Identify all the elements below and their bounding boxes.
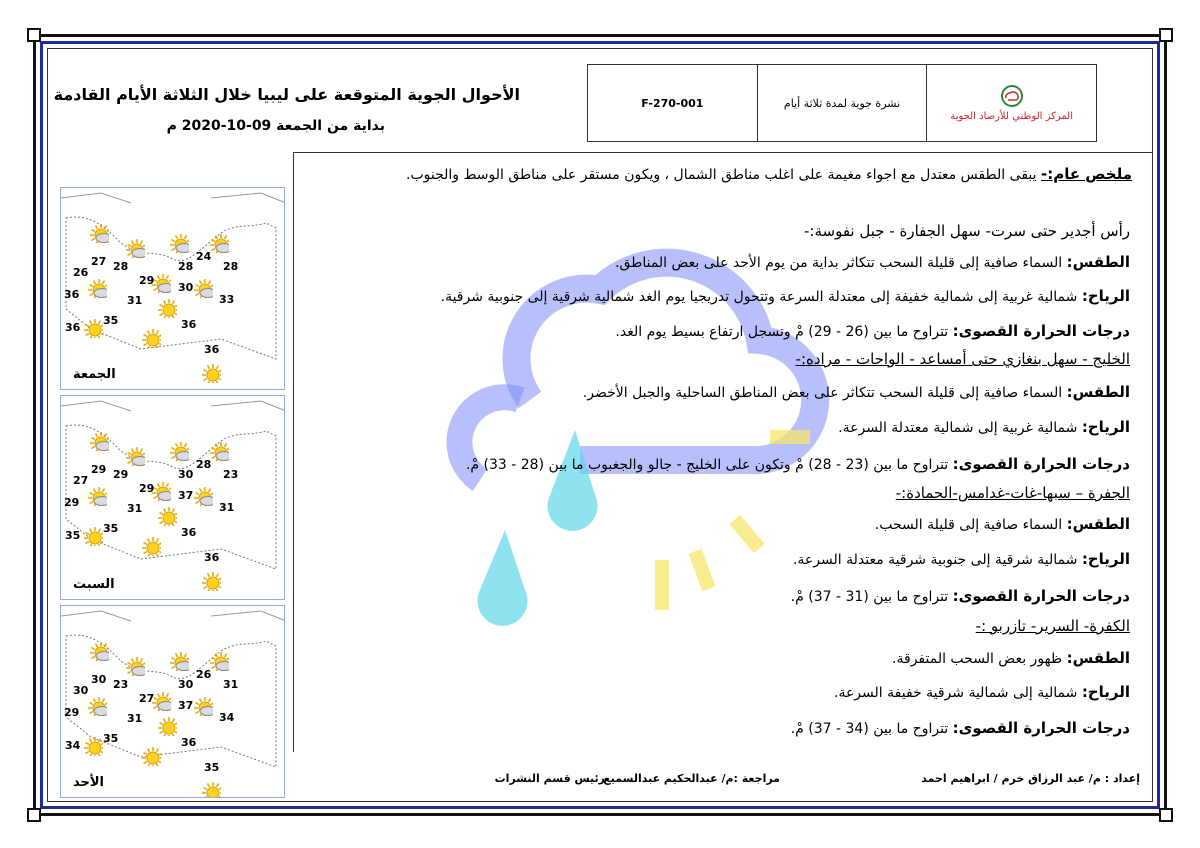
frame-corner [27, 808, 41, 822]
temperature-value: 30 [91, 673, 107, 686]
temp-text: تتراوح ما بين (34 - 37) مْ. [790, 721, 953, 737]
weather-line [892, 649, 1130, 667]
region-title [896, 484, 1130, 502]
temp-line [791, 587, 1130, 605]
center-name: المركز الوطني للأرصاد الجوية [950, 110, 1074, 122]
temperature-value: 34 [65, 739, 81, 752]
weather-text: السماء صافية إلى قليلة السحب. [874, 517, 1067, 533]
temperature-value: 26 [196, 668, 212, 681]
sun-cloud-icon [193, 486, 213, 506]
temp-label: درجات الحرارة القصوى: [952, 587, 1130, 605]
forecast-map-sunday [60, 605, 285, 798]
footer-prepared: إعداد : م/ عبد الرزاق خرم / ابراهيم احمد [921, 772, 1140, 785]
sun-cloud-icon [209, 441, 229, 461]
summary-text: يبقى الطقس معتدل مع اجواء مغيمة على اغلب مناطق الشمال ، ويكون مستقر على مناطق الوسط والجنوب. [406, 167, 1041, 183]
weather-label: الطقس: [1066, 383, 1130, 401]
center-logo-icon [1001, 85, 1023, 107]
wind-text: شمالية شرقية إلى جنوبية شرقية معتدلة السرعة. [792, 552, 1082, 568]
map-day-label: الأحد [73, 775, 105, 790]
sun-icon [157, 298, 177, 318]
temperature-value: 30 [178, 468, 194, 481]
sun-icon [201, 363, 221, 383]
temperature-value: 31 [219, 501, 235, 514]
temperature-value: 23 [113, 678, 129, 691]
sun-cloud-icon [169, 651, 189, 671]
wind-text: شمالية إلى شمالية شرقية خفيفة السرعة. [834, 685, 1082, 701]
sun-cloud-icon [209, 233, 229, 253]
sun-icon [141, 536, 161, 556]
sun-icon [201, 781, 221, 798]
weather-text: ظهور بعض السحب المتفرقة. [892, 651, 1067, 667]
sun-icon [157, 506, 177, 526]
summary-line [406, 165, 1132, 183]
temperature-value: 27 [139, 692, 155, 705]
temperature-value: 35 [103, 314, 119, 327]
weather-label: الطقس: [1066, 515, 1130, 533]
temperature-value: 29 [139, 274, 155, 287]
bulletin-name: نشرة جوية لمدة ثلاثة أيام [757, 65, 927, 141]
temperature-value: 36 [181, 736, 197, 749]
map-day-label: الجمعة [73, 367, 116, 382]
temp-label: درجات الحرارة القصوى: [952, 322, 1130, 340]
temperature-value: 36 [204, 551, 220, 564]
sun-cloud-icon [209, 651, 229, 671]
wind-line [834, 683, 1130, 701]
temp-text: تتراوح ما بين (31 - 37) مْ. [790, 589, 953, 605]
temp-text: تتراوح ما بين (26 - 29) مْ وتسجل ارتفاع بسيط يوم الغد. [615, 324, 953, 340]
temperature-value: 35 [65, 529, 81, 542]
sun-icon [83, 736, 103, 756]
temperature-value: 35 [204, 761, 220, 774]
sun-cloud-icon [193, 278, 213, 298]
temp-text: تتراوح ما بين (23 - 28) مْ وتكون على الخليج - جالو والجغبوب ما بين (28 - 33) مْ. [465, 457, 953, 473]
temperature-value: 30 [73, 684, 89, 697]
temperature-value: 29 [64, 496, 80, 509]
region-title [976, 617, 1130, 635]
wind-text: شمالية غربية إلى شمالية خفيفة إلى معتدلة السرعة وتتحول تدريجيا يوم الغد شمالية شرقية إلى جنوبية شرقية. [440, 289, 1082, 305]
temperature-value: 29 [139, 482, 155, 495]
region-1-title: رأس أجدير حتى سرت- سهل الجفارة - جبل نفوسة:- [804, 222, 1130, 240]
temperature-value: 31 [223, 678, 239, 691]
sun-cloud-icon [89, 431, 109, 451]
sun-cloud-icon [87, 486, 107, 506]
weather-line [615, 253, 1130, 271]
temperature-value: 26 [73, 266, 89, 279]
sun-icon [141, 746, 161, 766]
sun-cloud-icon [125, 238, 145, 258]
region-title [796, 350, 1130, 368]
temperature-value: 35 [103, 732, 119, 745]
summary-label: ملخص عام:- [1040, 165, 1132, 183]
wind-label: الرياح: [1081, 418, 1130, 436]
temperature-value: 31 [127, 502, 143, 515]
temp-label: درجات الحرارة القصوى: [952, 719, 1130, 737]
center-logo-cell [926, 65, 1096, 141]
wind-line [441, 287, 1130, 305]
sun-cloud-icon [193, 696, 213, 716]
sun-icon [83, 318, 103, 338]
temperature-value: 33 [219, 293, 235, 306]
sun-cloud-icon [169, 233, 189, 253]
temperature-value: 36 [204, 343, 220, 356]
temperature-value: 37 [178, 699, 194, 712]
weather-text: السماء صافية إلى قليلة السحب تتكاثر على بعض المناطق الساحلية والجبل الأخضر. [582, 385, 1067, 401]
sun-icon [141, 328, 161, 348]
temp-line [615, 322, 1130, 340]
frame-corner [1159, 808, 1173, 822]
sun-cloud-icon [87, 278, 107, 298]
weather-text: السماء صافية إلى قليلة السحب تتكاثر بداية من يوم الأحد على بعض المناطق. [615, 255, 1067, 271]
temperature-value: 36 [181, 318, 197, 331]
footer-reviewed: مراجعة :م/ عبدالحكيم عبدالسميع [603, 772, 780, 785]
sun-cloud-icon [125, 656, 145, 676]
wind-label: الرياح: [1081, 287, 1130, 305]
wind-label: الرياح: [1081, 550, 1130, 568]
weather-line [875, 515, 1130, 533]
temperature-value: 36 [64, 288, 80, 301]
temp-line [466, 455, 1130, 473]
map-day-label: السبت [73, 577, 115, 592]
forecast-map-friday [60, 187, 285, 390]
sun-icon [157, 716, 177, 736]
sun-cloud-icon [87, 696, 107, 716]
header-info-box [587, 64, 1097, 142]
sun-icon [83, 526, 103, 546]
sun-cloud-icon [89, 641, 109, 661]
temperature-value: 29 [91, 463, 107, 476]
temperature-value: 28 [113, 260, 129, 273]
sun-cloud-icon [125, 446, 145, 466]
main-title: الأحوال الجوية المتوقعة على ليبيا خلال الثلاثة الأيام القادمة [53, 85, 520, 104]
sun-icon [201, 571, 221, 591]
sub-title: بداية من الجمعة 09-10-2020 م [166, 118, 385, 134]
temperature-value: 29 [64, 706, 80, 719]
temperature-value: 28 [223, 260, 239, 273]
temperature-value: 36 [181, 526, 197, 539]
temp-line [791, 719, 1130, 737]
temperature-value: 34 [219, 711, 235, 724]
forecast-map-saturday [60, 395, 285, 600]
temperature-value: 23 [223, 468, 239, 481]
temperature-value: 24 [196, 250, 212, 263]
weather-line [583, 383, 1130, 401]
wind-line [838, 418, 1130, 436]
temperature-value: 29 [113, 468, 129, 481]
temp-label: درجات الحرارة القصوى: [952, 455, 1130, 473]
temperature-value: 30 [178, 281, 194, 294]
temperature-value: 28 [196, 458, 212, 471]
temperature-value: 28 [178, 260, 194, 273]
region-3-title: الجفرة – سبها-غات-غدامس-الحمادة:- [895, 484, 1130, 502]
weather-label: الطقس: [1066, 253, 1130, 271]
frame-corner [27, 28, 41, 42]
sun-cloud-icon [89, 223, 109, 243]
temperature-value: 36 [65, 321, 81, 334]
temperature-value: 37 [178, 489, 194, 502]
wind-line [793, 550, 1130, 568]
temperature-value: 27 [73, 474, 89, 487]
footer-head: رئيس قسم النشرات [494, 772, 605, 785]
weather-label: الطقس: [1066, 649, 1130, 667]
wind-text: شمالية غربية إلى شمالية معتدلة السرعة. [838, 420, 1082, 436]
temperature-value: 30 [178, 678, 194, 691]
temperature-value: 31 [127, 294, 143, 307]
wind-label: الرياح: [1081, 683, 1130, 701]
temperature-value: 35 [103, 522, 119, 535]
frame-corner [1159, 28, 1173, 42]
temperature-value: 27 [91, 255, 107, 268]
temperature-value: 31 [127, 712, 143, 725]
region-title [804, 222, 1130, 240]
region-2-title: الخليج - سهل بنغازي حتى أمساعد - الواحات - مراده:- [795, 350, 1130, 368]
form-code: F-270-001 [641, 96, 704, 110]
sun-cloud-icon [169, 441, 189, 461]
region-4-title: الكفرة- السرير- تازربو :- [975, 617, 1130, 635]
